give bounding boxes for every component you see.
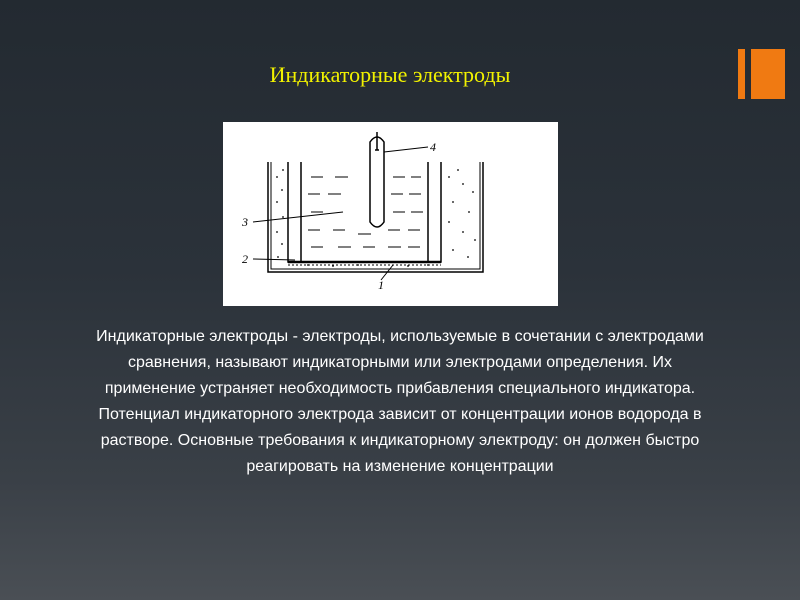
inner-vessel-right-wall [428,162,441,262]
label-4: 4 [430,140,436,154]
outer-vessel-inner-wall [271,162,480,269]
accent-bar-thin [738,49,745,99]
label-3: 3 [242,215,248,229]
electrode-diagram-svg [223,122,558,306]
leader-line-4 [384,147,428,152]
label-1: 1 [378,278,384,292]
label-2: 2 [242,252,248,266]
outer-solution [276,169,476,267]
inner-vessel-left-wall [288,162,301,262]
accent-bar-thick [751,49,785,99]
inner-solution [308,177,423,247]
slide-title: Индикаторные электроды [269,62,511,87]
electrode-diagram [223,122,558,306]
slide-body-text: Индикаторные электроды - электроды, используемые в сочетании с электродами сравнения, называют индикаторными или электродами определения. Их применение устраняет необходимость прибавления специального индикатора. Потенциал индикаторного электрода зависит от концентрации ионов водорода в растворе. Основные требования к индикаторному электроду: он должен быстро реагировать на изменение концентрации [96,328,704,475]
leader-line-3 [253,212,343,222]
